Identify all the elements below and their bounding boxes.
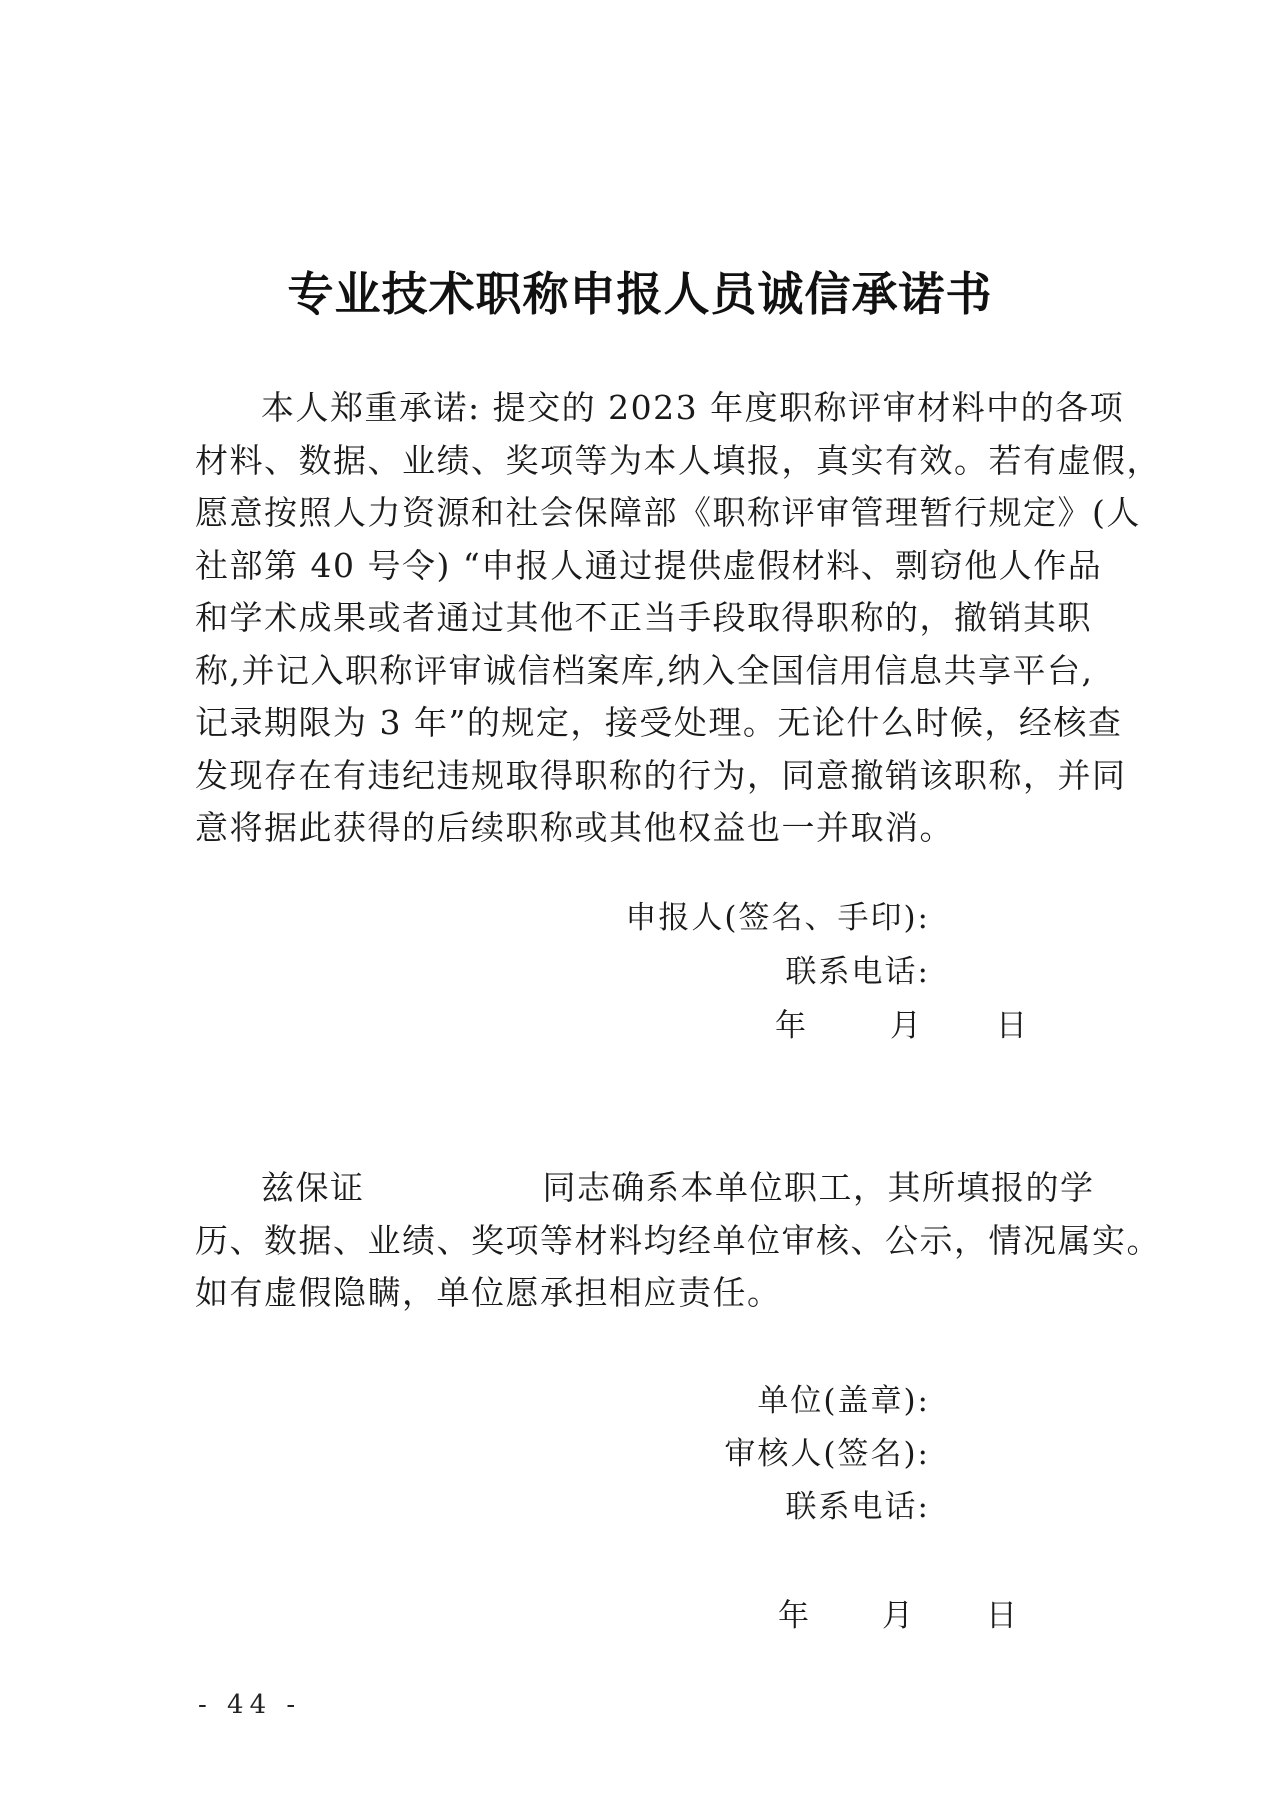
page-number: - 44 - <box>198 1690 302 1720</box>
pledge-line: 记录期限为 3 年”的规定，接受处理。无论什么时候，经核查 <box>195 703 1123 742</box>
unit-statement-paragraph <box>195 1162 1161 1320</box>
pledge-line: 和学术成果或者通过其他不正当手段取得职称的，撤销其职 <box>195 598 1092 637</box>
pledge-line: 材料、数据、业绩、奖项等为本人填报，真实有效。若有虚假， <box>195 440 1161 480</box>
applicant-date-day: 日 <box>996 1008 1027 1044</box>
unit-phone-label: 联系电话: <box>785 1489 930 1525</box>
unit-statement-prefix: 兹保证 <box>261 1168 365 1207</box>
pledge-paragraph <box>195 382 1161 855</box>
pledge-line: 愿意按照人力资源和社会保障部《职称评审管理暂行规定》(人 <box>195 493 1141 532</box>
unit-reviewer-label: 审核人(签名): <box>724 1436 930 1472</box>
pledge-line: 社部第 40 号令) “申报人通过提供虚假材料、剽窃他人作品 <box>195 545 1103 585</box>
applicant-signature-label: 申报人(签名、手印): <box>625 900 930 936</box>
pledge-line: 称,并记入职称评审诚信档案库,纳入全国信用信息共享平台, <box>195 650 1094 690</box>
pledge-line: 本人郑重承诺: 提交的 2023 年度职称评审材料中的各项 <box>261 388 1125 427</box>
unit-statement-line <box>195 1162 1110 1215</box>
unit-statement-line: 如有虚假隐瞒，单位愿承担相应责任。 <box>195 1273 782 1312</box>
page-title: 专业技术职称申报人员诚信承诺书 <box>287 267 993 321</box>
unit-date-month: 月 <box>882 1598 913 1634</box>
pledge-line: 意将据此获得的后续职称或其他权益也一并取消。 <box>195 808 954 847</box>
pledge-line: 发现存在有违纪违规取得职称的行为，同意撤销该职称，并同 <box>195 755 1127 795</box>
applicant-date-year: 年 <box>775 1008 806 1044</box>
unit-statement-line: 历、数据、业绩、奖项等材料均经单位审核、公示，情况属实。 <box>195 1220 1161 1260</box>
applicant-date-month: 月 <box>890 1008 921 1044</box>
unit-date-day: 日 <box>986 1598 1017 1634</box>
unit-seal-label: 单位(盖章): <box>757 1383 930 1419</box>
unit-date-year: 年 <box>778 1598 809 1634</box>
unit-statement-rest: 同志确系本单位职工，其所填报的学 <box>542 1168 1095 1207</box>
applicant-phone-label: 联系电话: <box>785 954 930 990</box>
